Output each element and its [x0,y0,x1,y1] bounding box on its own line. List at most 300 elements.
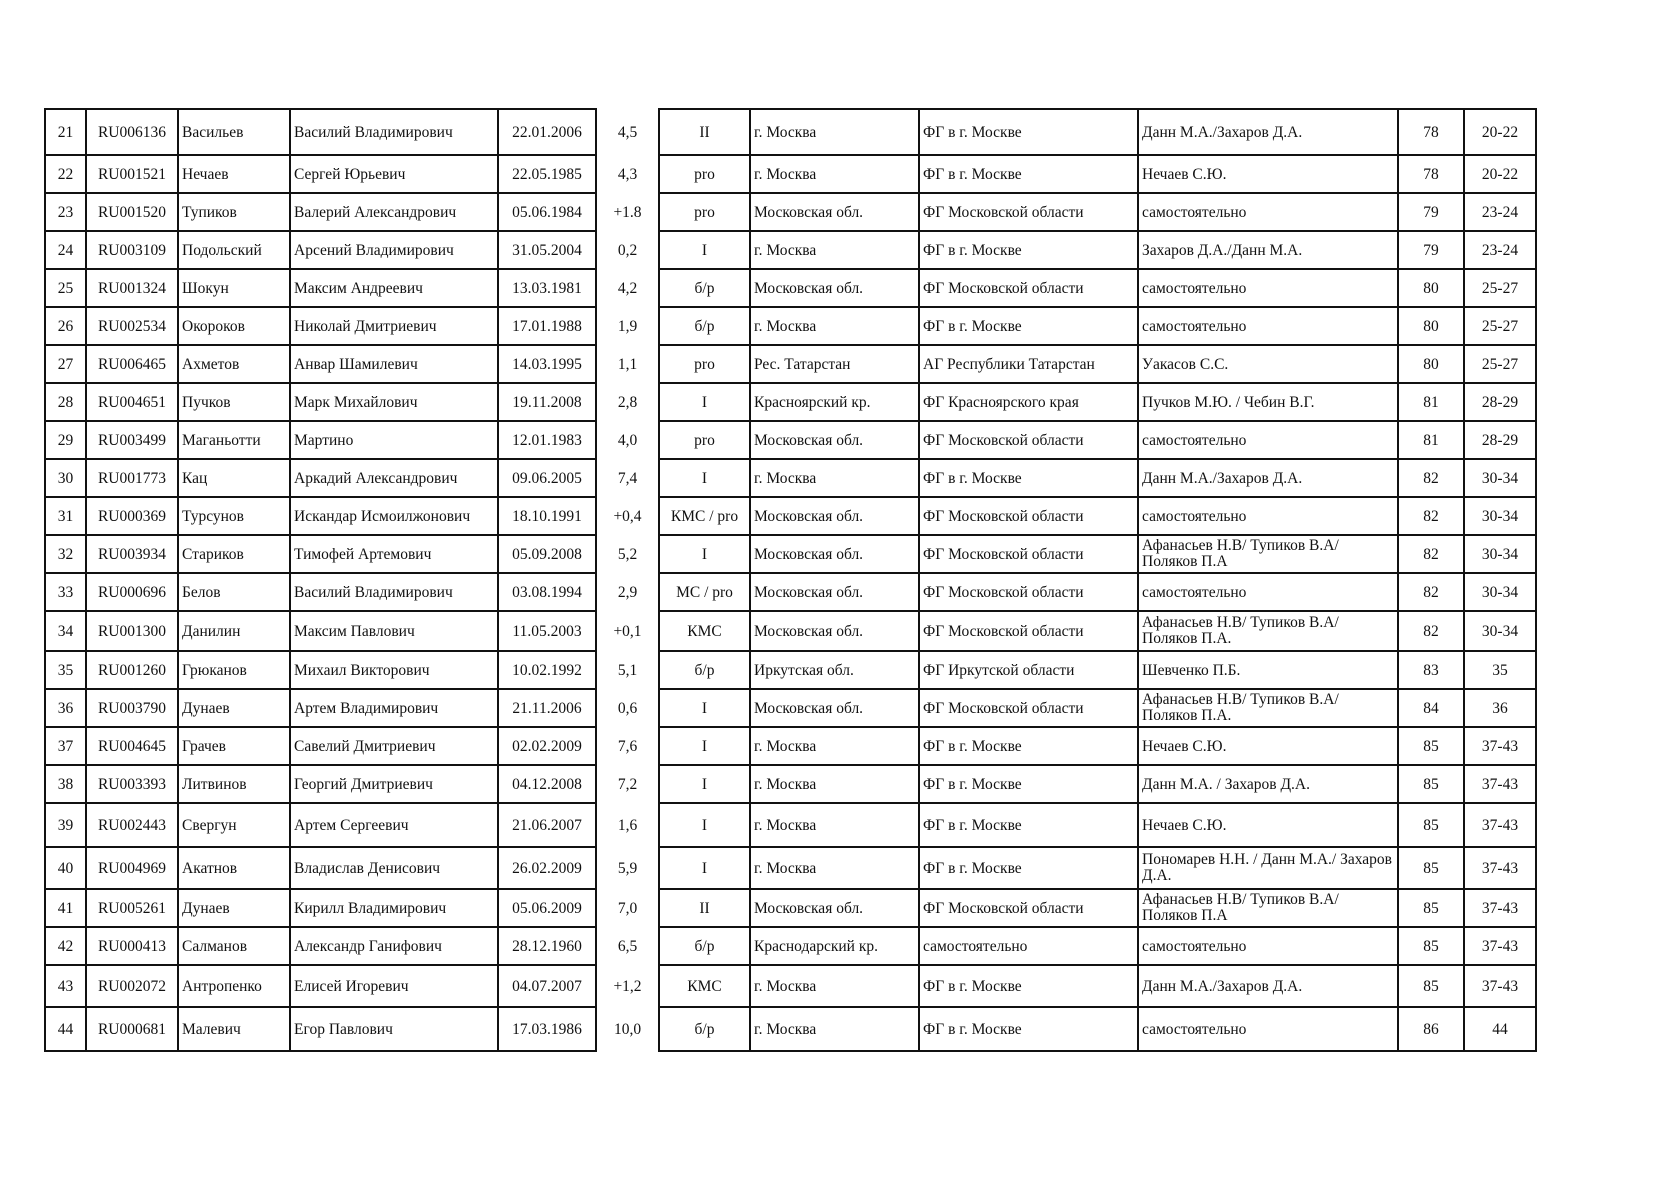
position-cell: 37-43 [1464,727,1536,765]
handicap-cell: 4,0 [596,421,659,459]
surname-cell: Стариков [178,535,290,573]
handicap-cell: 7,6 [596,727,659,765]
federation-cell: ФГ в г. Москве [919,727,1138,765]
region-cell: Московская обл. [750,421,919,459]
handicap-cell: 1,1 [596,345,659,383]
score-cell: 79 [1398,193,1464,231]
place-cell: 25 [45,269,86,307]
first-name-cell: Георгий Дмитриевич [290,765,498,803]
position-cell: 37-43 [1464,765,1536,803]
id-cell: RU003393 [86,765,178,803]
score-cell: 78 [1398,109,1464,155]
first-name-cell: Егор Павлович [290,1007,498,1051]
handicap-cell: 5,2 [596,535,659,573]
federation-cell: ФГ в г. Москве [919,965,1138,1007]
birth-date-cell: 04.07.2007 [498,965,596,1007]
coach-cell: самостоятельно [1138,573,1398,611]
position-cell: 25-27 [1464,307,1536,345]
position-cell: 37-43 [1464,803,1536,847]
first-name-cell: Савелий Дмитриевич [290,727,498,765]
handicap-cell: 4,5 [596,109,659,155]
coach-cell: самостоятельно [1138,1007,1398,1051]
federation-cell: ФГ Московской области [919,689,1138,727]
region-cell: г. Москва [750,847,919,889]
id-cell: RU001260 [86,651,178,689]
federation-cell: ФГ Иркутской области [919,651,1138,689]
first-name-cell: Тимофей Артемович [290,535,498,573]
first-name-cell: Артем Владимирович [290,689,498,727]
birth-date-cell: 19.11.2008 [498,383,596,421]
federation-cell: ФГ в г. Москве [919,1007,1138,1051]
rank-cell: КМС [659,611,750,651]
region-cell: Красноярский кр. [750,383,919,421]
handicap-cell: 7,4 [596,459,659,497]
first-name-cell: Максим Павлович [290,611,498,651]
coach-cell: самостоятельно [1138,307,1398,345]
table-row [45,193,1536,231]
id-cell: RU004651 [86,383,178,421]
region-cell: г. Москва [750,231,919,269]
score-cell: 85 [1398,765,1464,803]
birth-date-cell: 21.11.2006 [498,689,596,727]
rank-cell: pro [659,193,750,231]
region-cell: Иркутская обл. [750,651,919,689]
region-cell: Московская обл. [750,889,919,927]
score-cell: 82 [1398,611,1464,651]
first-name-cell: Сергей Юрьевич [290,155,498,193]
place-cell: 31 [45,497,86,535]
rank-cell: МС / pro [659,573,750,611]
rank-cell: I [659,803,750,847]
position-cell: 23-24 [1464,193,1536,231]
rank-cell: б/р [659,307,750,345]
results-table [44,108,1537,1052]
surname-cell: Белов [178,573,290,611]
coach-cell: самостоятельно [1138,193,1398,231]
table-row [45,727,1536,765]
place-cell: 32 [45,535,86,573]
federation-cell: ФГ Московской области [919,497,1138,535]
surname-cell: Данилин [178,611,290,651]
table-row [45,803,1536,847]
id-cell: RU005261 [86,889,178,927]
region-cell: Краснодарский кр. [750,927,919,965]
table-row [45,231,1536,269]
table-row [45,927,1536,965]
handicap-cell: +0,4 [596,497,659,535]
federation-cell: АГ Республики Татарстан [919,345,1138,383]
id-cell: RU003934 [86,535,178,573]
region-cell: г. Москва [750,109,919,155]
score-cell: 78 [1398,155,1464,193]
handicap-cell: 10,0 [596,1007,659,1051]
federation-cell: ФГ в г. Москве [919,803,1138,847]
federation-cell: ФГ в г. Москве [919,307,1138,345]
score-cell: 79 [1398,231,1464,269]
first-name-cell: Василий Владимирович [290,109,498,155]
birth-date-cell: 26.02.2009 [498,847,596,889]
table-row [45,269,1536,307]
position-cell: 20-22 [1464,109,1536,155]
table-row [45,1007,1536,1051]
rank-cell: pro [659,421,750,459]
table-row [45,109,1536,155]
score-cell: 82 [1398,535,1464,573]
id-cell: RU006465 [86,345,178,383]
surname-cell: Грачев [178,727,290,765]
region-cell: г. Москва [750,965,919,1007]
position-cell: 30-34 [1464,573,1536,611]
place-cell: 38 [45,765,86,803]
score-cell: 81 [1398,421,1464,459]
handicap-cell: 1,9 [596,307,659,345]
birth-date-cell: 17.03.1986 [498,1007,596,1051]
first-name-cell: Кирилл Владимирович [290,889,498,927]
region-cell: г. Москва [750,155,919,193]
table-row [45,651,1536,689]
id-cell: RU001324 [86,269,178,307]
score-cell: 80 [1398,345,1464,383]
surname-cell: Салманов [178,927,290,965]
region-cell: г. Москва [750,765,919,803]
rank-cell: б/р [659,651,750,689]
place-cell: 30 [45,459,86,497]
place-cell: 33 [45,573,86,611]
score-cell: 86 [1398,1007,1464,1051]
surname-cell: Тупиков [178,193,290,231]
table-row [45,497,1536,535]
birth-date-cell: 10.02.1992 [498,651,596,689]
rank-cell: I [659,689,750,727]
federation-cell: ФГ в г. Москве [919,847,1138,889]
handicap-cell: 7,0 [596,889,659,927]
surname-cell: Акатнов [178,847,290,889]
place-cell: 37 [45,727,86,765]
id-cell: RU001300 [86,611,178,651]
table-row [45,765,1536,803]
first-name-cell: Аркадий Александрович [290,459,498,497]
handicap-cell: +1.8 [596,193,659,231]
id-cell: RU003109 [86,231,178,269]
score-cell: 85 [1398,803,1464,847]
position-cell: 36 [1464,689,1536,727]
place-cell: 21 [45,109,86,155]
rank-cell: I [659,231,750,269]
federation-cell: ФГ Московской области [919,889,1138,927]
table-row [45,459,1536,497]
region-cell: Рес. Татарстан [750,345,919,383]
table-row [45,345,1536,383]
federation-cell: ФГ в г. Москве [919,109,1138,155]
score-cell: 80 [1398,269,1464,307]
id-cell: RU000369 [86,497,178,535]
rank-cell: б/р [659,927,750,965]
surname-cell: Свергун [178,803,290,847]
coach-cell: Данн М.А./Захаров Д.А. [1138,459,1398,497]
region-cell: Московская обл. [750,535,919,573]
region-cell: Московская обл. [750,611,919,651]
first-name-cell: Артем Сергеевич [290,803,498,847]
rank-cell: pro [659,345,750,383]
id-cell: RU000681 [86,1007,178,1051]
surname-cell: Литвинов [178,765,290,803]
score-cell: 85 [1398,927,1464,965]
surname-cell: Васильев [178,109,290,155]
score-cell: 85 [1398,847,1464,889]
id-cell: RU003499 [86,421,178,459]
place-cell: 40 [45,847,86,889]
id-cell: RU006136 [86,109,178,155]
surname-cell: Кац [178,459,290,497]
coach-cell: Пучков М.Ю. / Чебин В.Г. [1138,383,1398,421]
place-cell: 36 [45,689,86,727]
score-cell: 85 [1398,889,1464,927]
table-row [45,611,1536,651]
rank-cell: I [659,765,750,803]
id-cell: RU002443 [86,803,178,847]
place-cell: 41 [45,889,86,927]
surname-cell: Дунаев [178,689,290,727]
birth-date-cell: 11.05.2003 [498,611,596,651]
handicap-cell: +1,2 [596,965,659,1007]
handicap-cell: 1,6 [596,803,659,847]
coach-cell: Уакасов С.С. [1138,345,1398,383]
first-name-cell: Марк Михайлович [290,383,498,421]
federation-cell: ФГ в г. Москве [919,459,1138,497]
surname-cell: Нечаев [178,155,290,193]
first-name-cell: Владислав Денисович [290,847,498,889]
first-name-cell: Елисей Игоревич [290,965,498,1007]
region-cell: Московская обл. [750,269,919,307]
birth-date-cell: 12.01.1983 [498,421,596,459]
place-cell: 34 [45,611,86,651]
score-cell: 82 [1398,573,1464,611]
coach-cell: Шевченко П.Б. [1138,651,1398,689]
coach-cell: Пономарев Н.Н. / Данн М.А./ Захаров Д.А. [1138,847,1398,889]
position-cell: 30-34 [1464,535,1536,573]
federation-cell: ФГ Московской области [919,535,1138,573]
position-cell: 30-34 [1464,459,1536,497]
birth-date-cell: 04.12.2008 [498,765,596,803]
position-cell: 25-27 [1464,269,1536,307]
position-cell: 23-24 [1464,231,1536,269]
birth-date-cell: 05.06.2009 [498,889,596,927]
place-cell: 39 [45,803,86,847]
place-cell: 43 [45,965,86,1007]
id-cell: RU002534 [86,307,178,345]
table-row [45,689,1536,727]
rank-cell: КМС [659,965,750,1007]
position-cell: 37-43 [1464,965,1536,1007]
score-cell: 82 [1398,497,1464,535]
id-cell: RU000696 [86,573,178,611]
place-cell: 24 [45,231,86,269]
position-cell: 37-43 [1464,889,1536,927]
federation-cell: ФГ Красноярского края [919,383,1138,421]
birth-date-cell: 28.12.1960 [498,927,596,965]
place-cell: 26 [45,307,86,345]
first-name-cell: Искандар Исмоилжонович [290,497,498,535]
handicap-cell: 6,5 [596,927,659,965]
birth-date-cell: 14.03.1995 [498,345,596,383]
coach-cell: самостоятельно [1138,421,1398,459]
coach-cell: Афанасьев Н.В/ Тупиков В.А/ Поляков П.А [1138,889,1398,927]
score-cell: 84 [1398,689,1464,727]
table-row [45,383,1536,421]
birth-date-cell: 17.01.1988 [498,307,596,345]
id-cell: RU001521 [86,155,178,193]
place-cell: 23 [45,193,86,231]
coach-cell: самостоятельно [1138,497,1398,535]
region-cell: г. Москва [750,803,919,847]
score-cell: 83 [1398,651,1464,689]
score-cell: 85 [1398,727,1464,765]
position-cell: 20-22 [1464,155,1536,193]
federation-cell: ФГ в г. Москве [919,765,1138,803]
rank-cell: б/р [659,1007,750,1051]
surname-cell: Малевич [178,1007,290,1051]
rank-cell: II [659,109,750,155]
first-name-cell: Мартино [290,421,498,459]
position-cell: 37-43 [1464,847,1536,889]
first-name-cell: Валерий Александрович [290,193,498,231]
surname-cell: Пучков [178,383,290,421]
first-name-cell: Александр Ганифович [290,927,498,965]
rank-cell: I [659,459,750,497]
handicap-cell: +0,1 [596,611,659,651]
coach-cell: Данн М.А./Захаров Д.А. [1138,965,1398,1007]
rank-cell: I [659,847,750,889]
handicap-cell: 5,9 [596,847,659,889]
region-cell: г. Москва [750,1007,919,1051]
table-row [45,155,1536,193]
position-cell: 28-29 [1464,421,1536,459]
handicap-cell: 0,6 [596,689,659,727]
position-cell: 35 [1464,651,1536,689]
table-row [45,889,1536,927]
table-row [45,965,1536,1007]
first-name-cell: Анвар Шамилевич [290,345,498,383]
handicap-cell: 7,2 [596,765,659,803]
federation-cell: ФГ Московской области [919,269,1138,307]
id-cell: RU001520 [86,193,178,231]
birth-date-cell: 31.05.2004 [498,231,596,269]
position-cell: 30-34 [1464,611,1536,651]
rank-cell: б/р [659,269,750,307]
table-body [45,109,1536,1051]
handicap-cell: 5,1 [596,651,659,689]
region-cell: Московская обл. [750,689,919,727]
table-row [45,421,1536,459]
federation-cell: ФГ Московской области [919,421,1138,459]
id-cell: RU004969 [86,847,178,889]
coach-cell: Нечаев С.Ю. [1138,155,1398,193]
table-row [45,573,1536,611]
id-cell: RU001773 [86,459,178,497]
table-row [45,535,1536,573]
coach-cell: Данн М.А. / Захаров Д.А. [1138,765,1398,803]
surname-cell: Турсунов [178,497,290,535]
birth-date-cell: 09.06.2005 [498,459,596,497]
rank-cell: I [659,383,750,421]
federation-cell: ФГ Московской области [919,193,1138,231]
place-cell: 28 [45,383,86,421]
id-cell: RU000413 [86,927,178,965]
coach-cell: Афанасьев Н.В/ Тупиков В.А/ Поляков П.А. [1138,611,1398,651]
coach-cell: Захаров Д.А./Данн М.А. [1138,231,1398,269]
surname-cell: Подольский [178,231,290,269]
place-cell: 44 [45,1007,86,1051]
birth-date-cell: 03.08.1994 [498,573,596,611]
handicap-cell: 2,9 [596,573,659,611]
score-cell: 80 [1398,307,1464,345]
position-cell: 28-29 [1464,383,1536,421]
position-cell: 37-43 [1464,927,1536,965]
birth-date-cell: 22.05.1985 [498,155,596,193]
place-cell: 27 [45,345,86,383]
place-cell: 35 [45,651,86,689]
federation-cell: ФГ в г. Москве [919,155,1138,193]
surname-cell: Шокун [178,269,290,307]
rank-cell: pro [659,155,750,193]
surname-cell: Антропенко [178,965,290,1007]
coach-cell: Афанасьев Н.В/ Тупиков В.А/ Поляков П.А. [1138,689,1398,727]
surname-cell: Окороков [178,307,290,345]
coach-cell: Афанасьев Н.В/ Тупиков В.А/ Поляков П.А [1138,535,1398,573]
coach-cell: Нечаев С.Ю. [1138,803,1398,847]
surname-cell: Маганьотти [178,421,290,459]
handicap-cell: 0,2 [596,231,659,269]
coach-cell: самостоятельно [1138,269,1398,307]
handicap-cell: 2,8 [596,383,659,421]
federation-cell: ФГ в г. Москве [919,231,1138,269]
surname-cell: Ахметов [178,345,290,383]
first-name-cell: Николай Дмитриевич [290,307,498,345]
position-cell: 44 [1464,1007,1536,1051]
score-cell: 85 [1398,965,1464,1007]
federation-cell: ФГ Московской области [919,573,1138,611]
birth-date-cell: 22.01.2006 [498,109,596,155]
id-cell: RU002072 [86,965,178,1007]
id-cell: RU003790 [86,689,178,727]
id-cell: RU004645 [86,727,178,765]
position-cell: 25-27 [1464,345,1536,383]
surname-cell: Грюканов [178,651,290,689]
place-cell: 42 [45,927,86,965]
table-row [45,307,1536,345]
handicap-cell: 4,2 [596,269,659,307]
rank-cell: I [659,727,750,765]
coach-cell: самостоятельно [1138,927,1398,965]
birth-date-cell: 02.02.2009 [498,727,596,765]
handicap-cell: 4,3 [596,155,659,193]
rank-cell: I [659,535,750,573]
region-cell: г. Москва [750,459,919,497]
place-cell: 22 [45,155,86,193]
score-cell: 81 [1398,383,1464,421]
birth-date-cell: 21.06.2007 [498,803,596,847]
first-name-cell: Арсений Владимирович [290,231,498,269]
birth-date-cell: 05.09.2008 [498,535,596,573]
federation-cell: самостоятельно [919,927,1138,965]
federation-cell: ФГ Московской области [919,611,1138,651]
region-cell: Московская обл. [750,497,919,535]
first-name-cell: Максим Андреевич [290,269,498,307]
surname-cell: Дунаев [178,889,290,927]
region-cell: г. Москва [750,727,919,765]
birth-date-cell: 05.06.1984 [498,193,596,231]
position-cell: 30-34 [1464,497,1536,535]
